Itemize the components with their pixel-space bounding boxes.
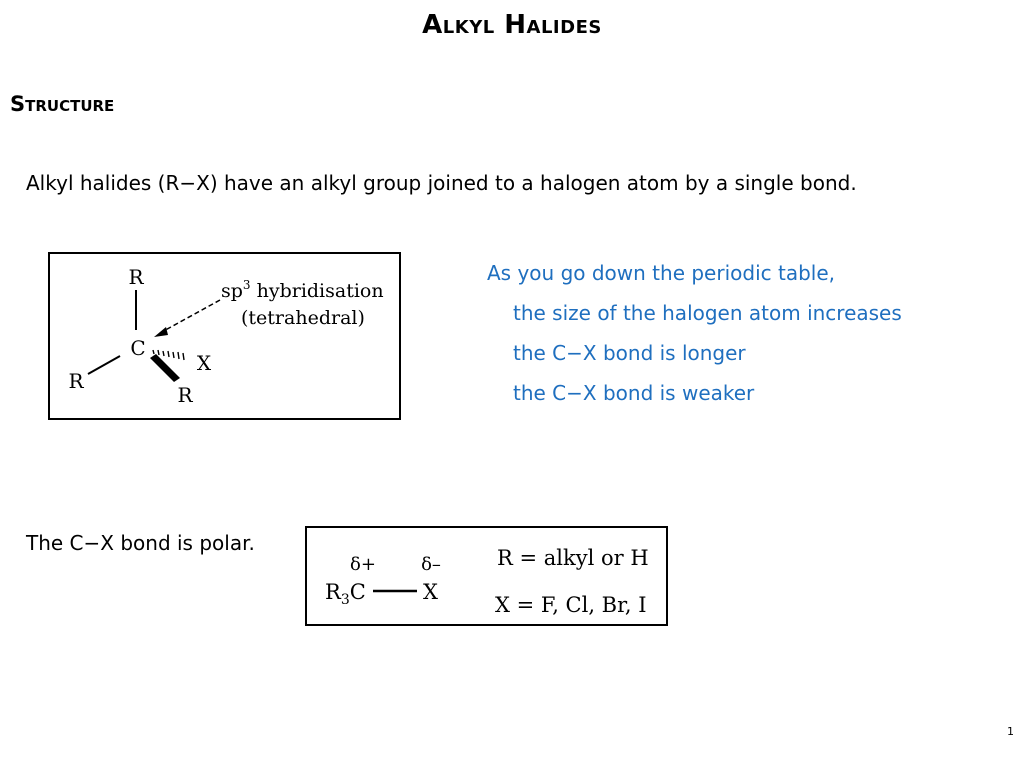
atom-x: X <box>423 580 438 604</box>
tetrahedral-structure-diagram <box>48 252 401 420</box>
hybridisation-label: $sp^3$ hybridisation <box>221 278 384 302</box>
trend-item: the C−X bond is weaker <box>513 381 755 405</box>
atom-c: C <box>130 336 146 360</box>
dashed-arrow <box>160 300 220 333</box>
bond-polarity-diagram <box>305 526 668 626</box>
tetrahedral-label: (tetrahedral) <box>241 307 365 329</box>
wedge-bond-c-r <box>150 354 180 382</box>
atom-r-bottom: R <box>177 383 193 407</box>
periodic-trend-list <box>487 253 902 413</box>
bond-c-r-left <box>88 356 120 374</box>
delta-plus: δ+ <box>350 554 376 575</box>
polar-bond-text: The C−X bond is polar. <box>26 531 255 555</box>
trend-heading: As you go down the periodic table, <box>487 261 835 285</box>
section-heading: Structure <box>10 92 115 116</box>
atom-x: X <box>196 351 212 375</box>
intro-text: Alkyl halides (R−X) have an alkyl group joined to a halogen atom by a single bond. <box>26 171 857 195</box>
arrow-head <box>154 327 168 337</box>
r3c-group: $R_3C$ <box>325 580 366 608</box>
page-number: 1 <box>1007 725 1014 738</box>
slide-title: Alkyl Halides <box>422 10 602 40</box>
atom-r-left: R <box>68 369 84 393</box>
delta-minus: δ– <box>421 554 441 575</box>
trend-item: the size of the halogen atom increases <box>513 301 902 325</box>
r-definition: R = alkyl or H <box>497 546 649 570</box>
trend-item: the C−X bond is longer <box>513 341 746 365</box>
x-definition: X = F, Cl, Br, I <box>495 593 647 617</box>
atom-r-top: R <box>128 265 144 289</box>
